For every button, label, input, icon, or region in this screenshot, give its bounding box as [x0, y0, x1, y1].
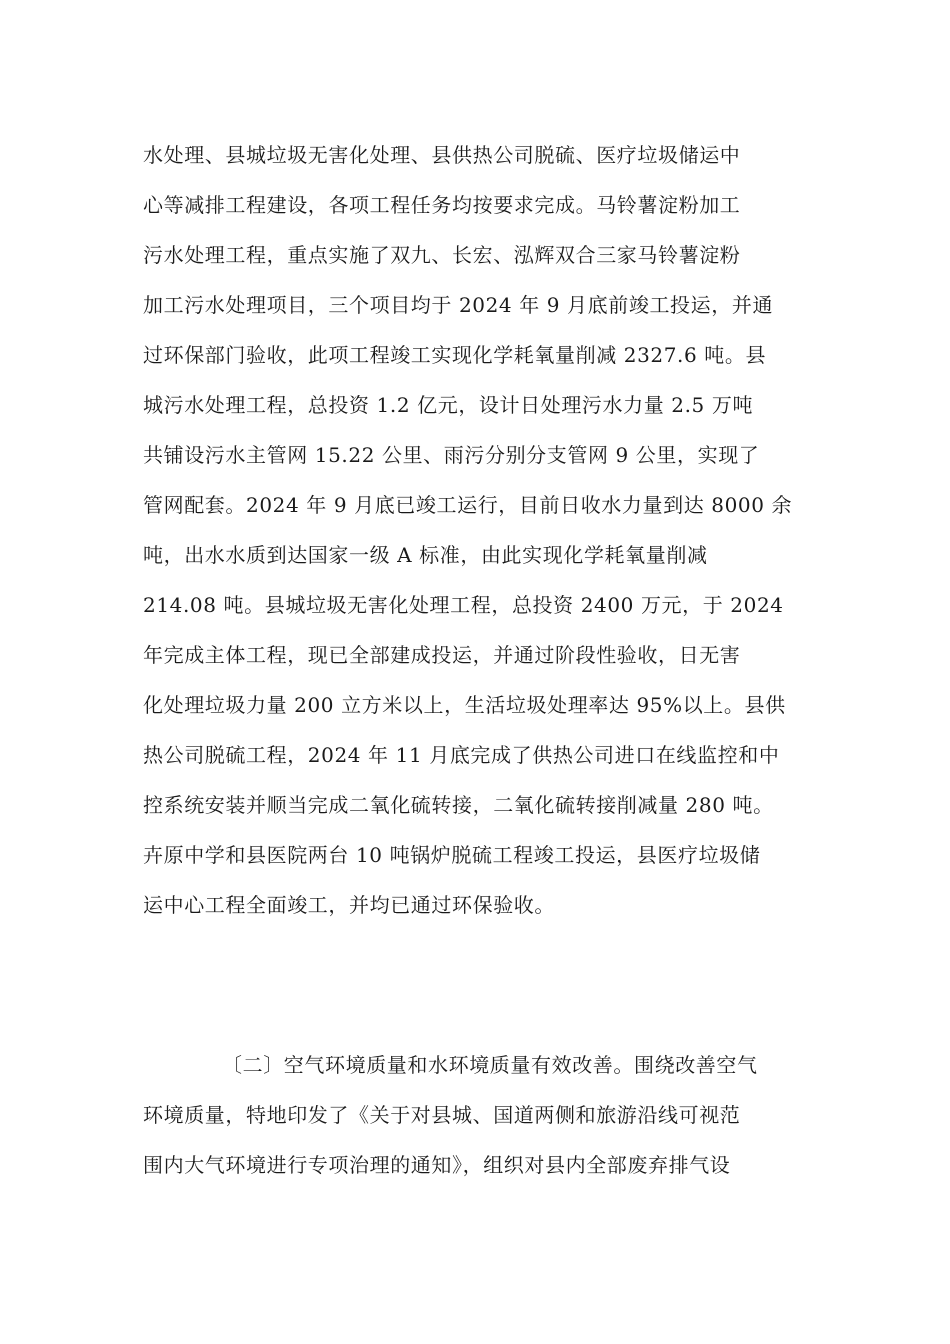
text-line: 管网配套。2024 年 9 月底已竣工运行，目前日收水力量到达 8000 余: [143, 493, 793, 517]
text-line: 运中心工程全面竣工，并均已通过环保验收。: [143, 893, 555, 917]
text-line: 共铺设污水主管网 15.22 公里、雨污分别分支管网 9 公里，实现了: [143, 443, 760, 467]
text-line: 化处理垃圾力量 200 立方米以上，生活垃圾处理率达 95%以上。县供: [143, 693, 786, 717]
text-line: 年完成主体工程，现已全部建成投运，并通过阶段性验收，日无害: [143, 643, 741, 667]
text-line: 加工污水处理项目，三个项目均于 2024 年 9 月底前竣工投运，并通: [143, 293, 774, 317]
paragraph-first-line: 〔二〕空气环境质量和水环境质量有效改善。围绕改善空气: [222, 1053, 758, 1077]
text-line: 污水处理工程，重点实施了双九、长宏、泓辉双合三家马铃薯淀粉: [143, 243, 741, 267]
text-line: 吨，出水水质到达国家一级 A 标准，由此实现化学耗氧量削减: [143, 543, 708, 567]
text-line: 城污水处理工程，总投资 1.2 亿元，设计日处理污水力量 2.5 万吨: [143, 393, 754, 417]
text-line: 环境质量，特地印发了《关于对县城、国道两侧和旅游沿线可视范: [143, 1103, 741, 1127]
text-line: 热公司脱硫工程，2024 年 11 月底完成了供热公司进口在线监控和中: [143, 743, 780, 767]
text-line: 过环保部门验收，此项工程竣工实现化学耗氧量削减 2327.6 吨。县: [143, 343, 767, 367]
text-line: 水处理、县城垃圾无害化处理、县供热公司脱硫、医疗垃圾储运中: [143, 143, 741, 167]
text-line: 控系统安装并顺当完成二氧化硫转接，二氧化硫转接削减量 280 吨。: [143, 793, 774, 817]
text-line: 214.08 吨。县城垃圾无害化处理工程，总投资 2400 万元，于 2024: [143, 593, 784, 617]
text-line: 围内大气环境进行专项治理的通知》，组织对县内全部废弃排气设: [143, 1153, 731, 1177]
text-line: 心等减排工程建设，各项工程任务均按要求完成。马铃薯淀粉加工: [143, 193, 741, 217]
text-line: 卉原中学和县医院两台 10 吨锅炉脱硫工程竣工投运，县医疗垃圾储: [143, 843, 761, 867]
